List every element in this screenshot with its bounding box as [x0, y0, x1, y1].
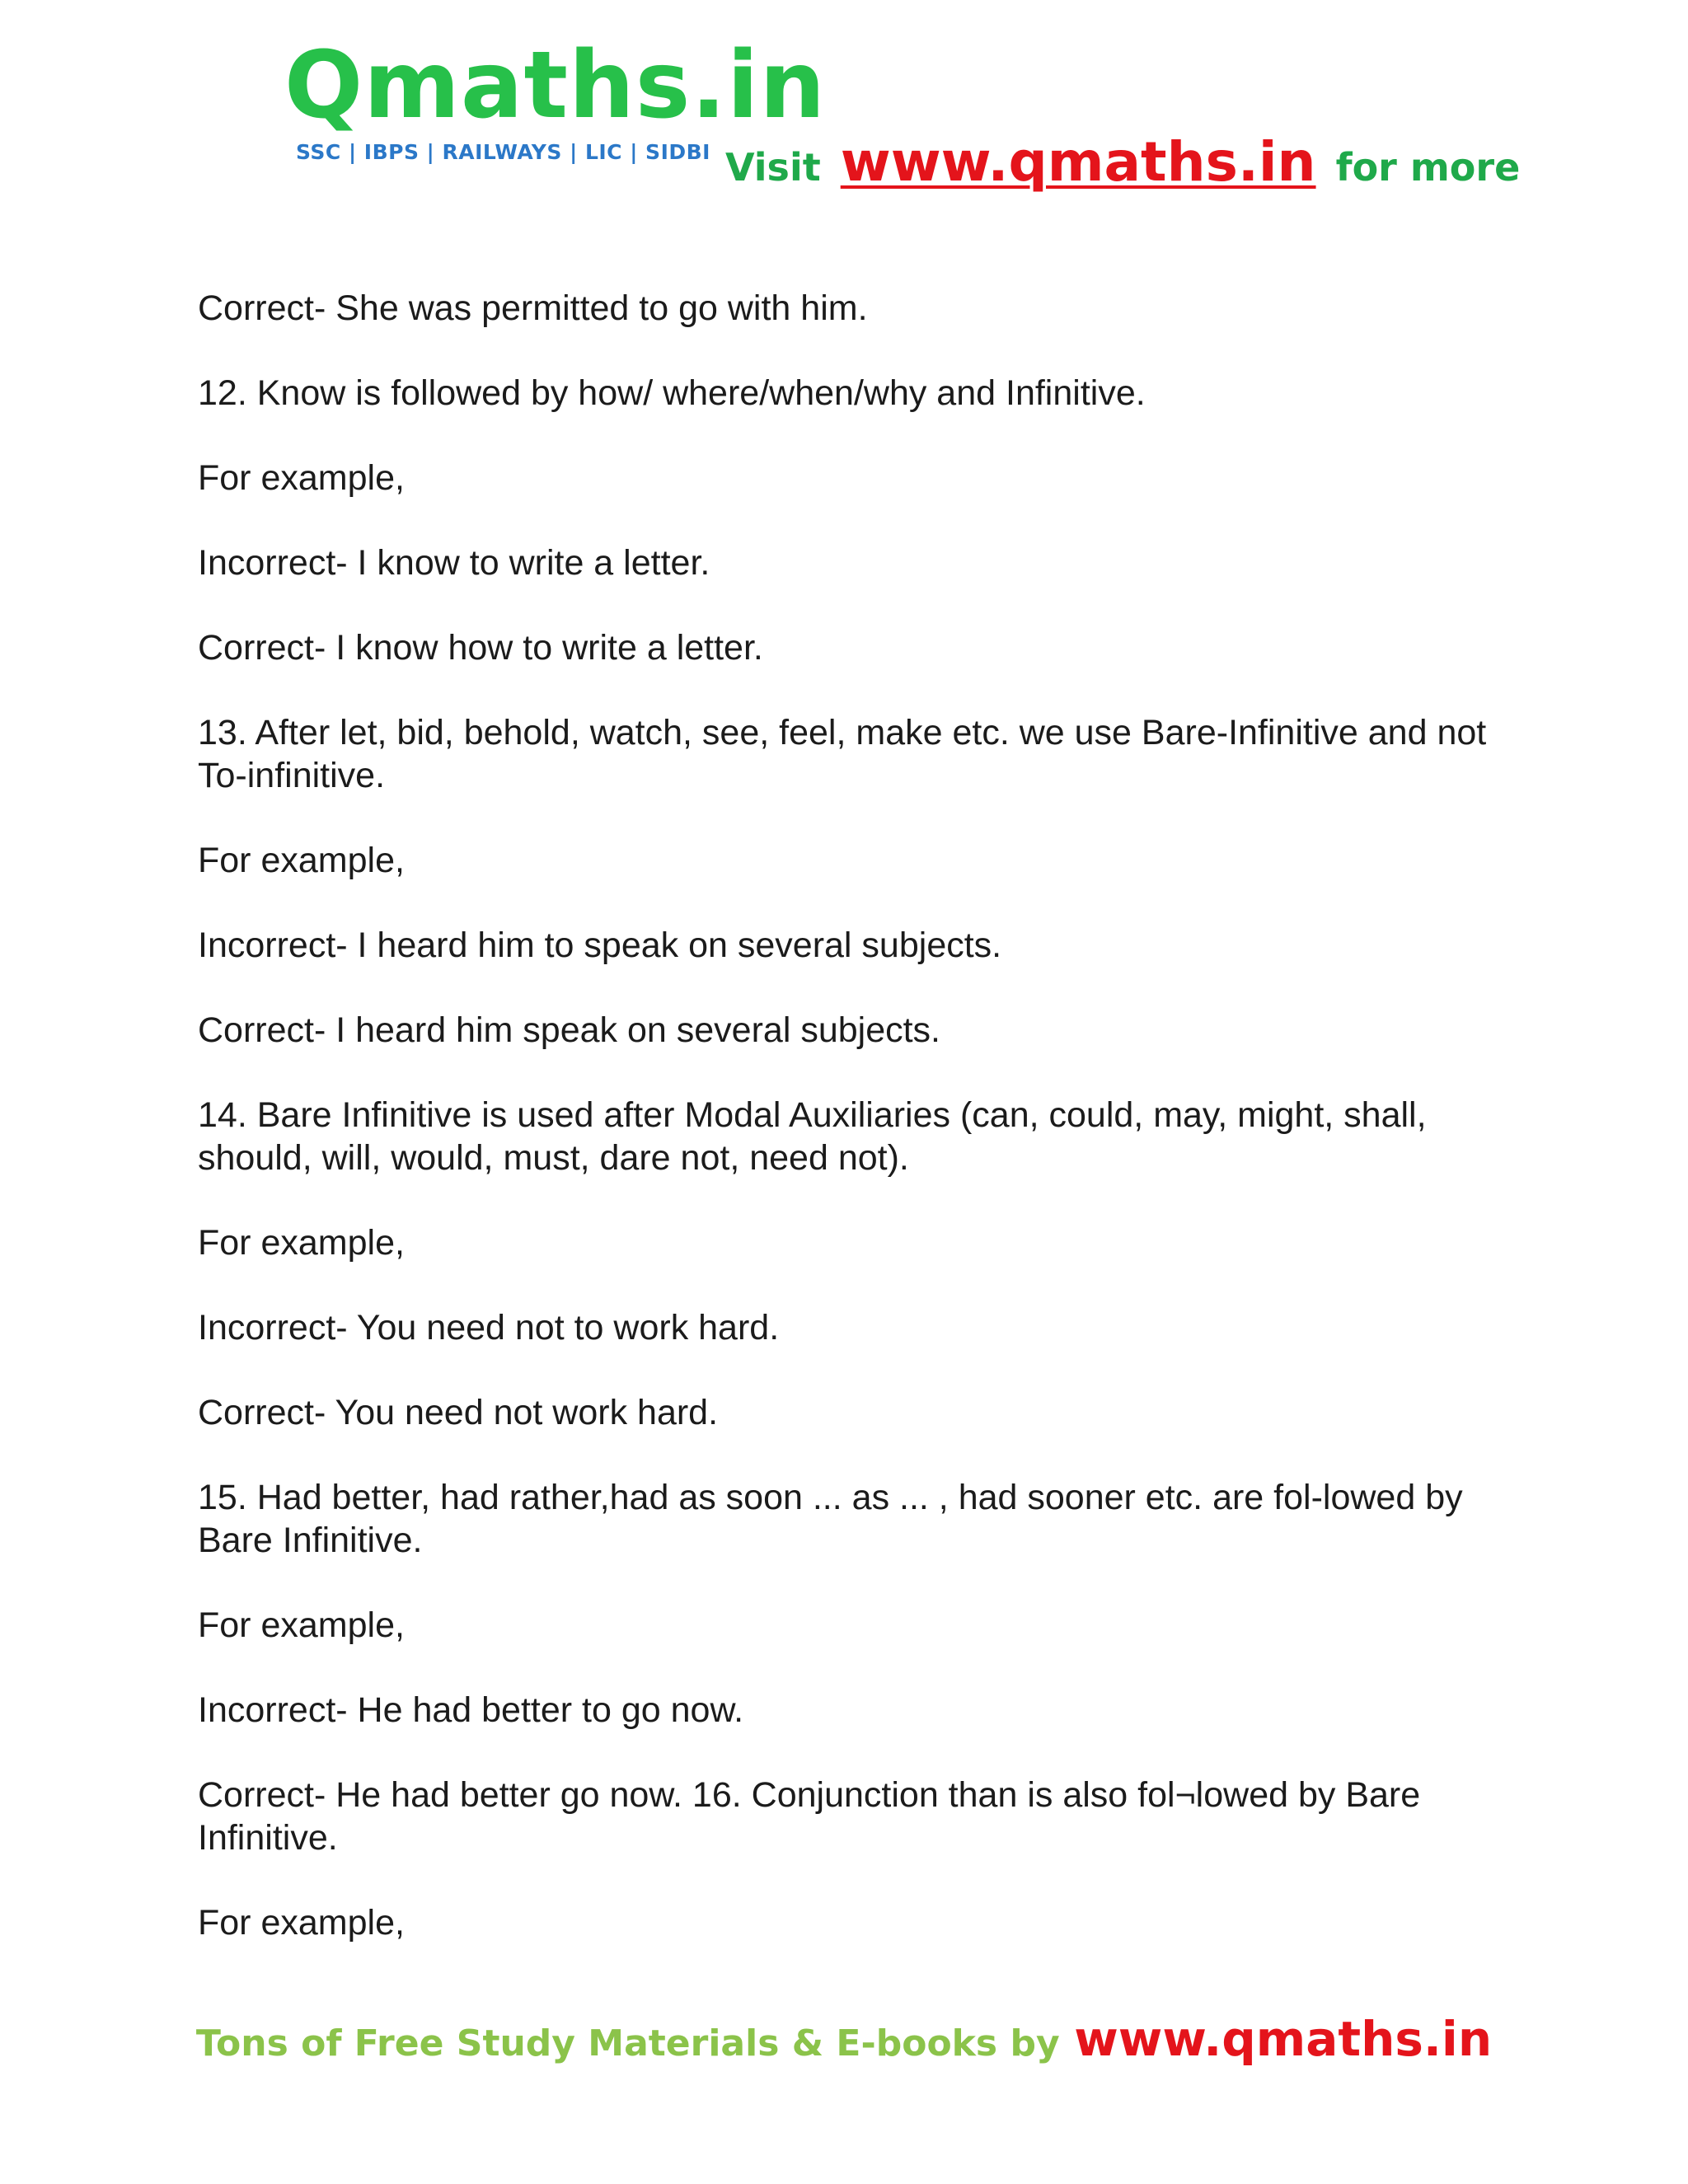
paragraph: For example,	[198, 841, 405, 880]
paragraph: For example,	[198, 1605, 405, 1645]
paragraph: Correct- I heard him speak on several subjects.	[198, 1010, 941, 1050]
site-logo	[284, 32, 827, 164]
paragraph: Incorrect- I heard him to speak on several subjects.	[198, 926, 1002, 965]
paragraph: Incorrect- You need not to work hard.	[198, 1308, 780, 1347]
paragraph: For example,	[198, 1903, 405, 1943]
footer-url-link[interactable]: www.qmaths.in	[1074, 2011, 1493, 2067]
paragraph: 13. After let, bid, behold, watch, see, feel, make etc. we use Bare-Infinitive and not To-infinitive.	[198, 713, 1487, 795]
visit-url-link[interactable]: www.qmaths.in	[840, 130, 1316, 194]
paragraph: 12. Know is followed by how/ where/when/why and Infinitive.	[198, 373, 1146, 413]
paragraph: Incorrect- He had better to go now.	[198, 1690, 744, 1730]
paragraph: For example,	[198, 1223, 405, 1263]
paragraph: Incorrect- I know to write a letter.	[198, 543, 710, 583]
visit-prefix: Visit	[725, 145, 821, 190]
visit-banner	[725, 130, 1520, 194]
page-footer	[0, 2011, 1688, 2067]
paragraph: 14. Bare Infinitive is used after Modal Auxiliaries (can, could, may, might, shall, should, will, would, must, dare not, need not).	[198, 1095, 1427, 1178]
paragraph: Correct- He had better go now. 16. Conjunction than is also fol¬lowed by Bare Infinitive.	[198, 1775, 1421, 1858]
logo-title: Qmaths.in	[284, 32, 827, 139]
paragraph: Correct- She was permitted to go with him.	[198, 288, 868, 328]
paragraph: Correct- I know how to write a letter.	[198, 628, 763, 668]
visit-suffix: for more	[1335, 145, 1521, 190]
paragraph: For example,	[198, 458, 405, 498]
document-body	[198, 287, 1500, 1986]
paragraph: 15. Had better, had rather,had as soon ... as ... , had sooner etc. are fol-lowed by Bare Infinitive.	[198, 1478, 1463, 1560]
footer-text: Tons of Free Study Materials & E-books by	[195, 2022, 1060, 2064]
logo-subtitle: SSC | IBPS | RAILWAYS | LIC | SIDBI	[296, 140, 710, 164]
paragraph: Correct- You need not work hard.	[198, 1393, 719, 1432]
